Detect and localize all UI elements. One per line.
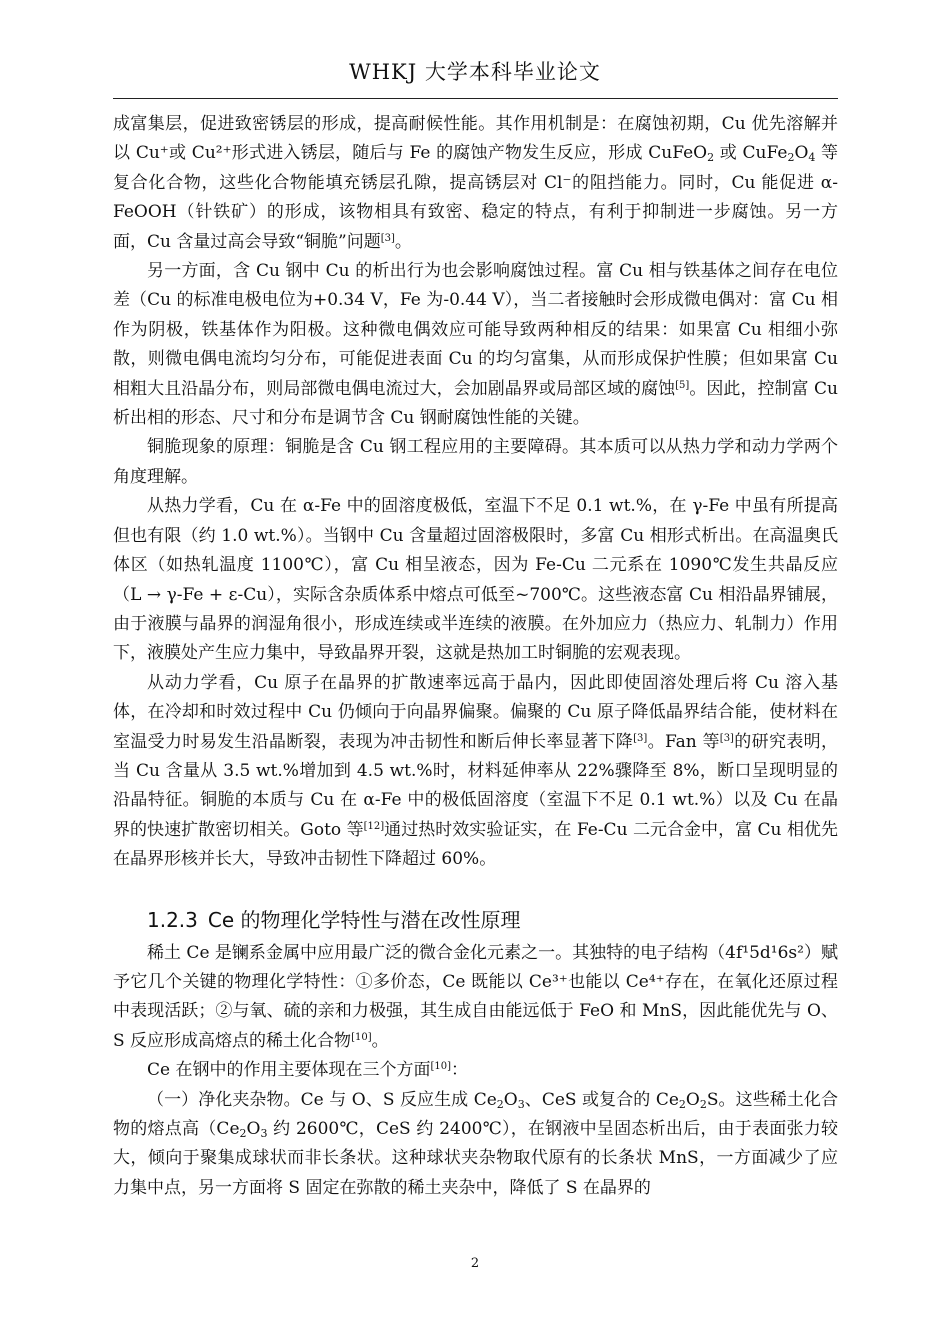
citation: [10] (351, 1031, 372, 1043)
header-rule (113, 98, 838, 99)
paragraph-2: 另一方面，含 Cu 钢中 Cu 的析出行为也会影响腐蚀过程。富 Cu 相与铁基体之间存在电位差（Cu 的标准电极电位为+0.34 V，Fe 为-0.44 V），当二者接触时会形成微电偶对：富 Cu 相作为阴极，铁基体作为阳极。这种微电偶效应可能导致两种相反的结果：如果富 Cu 相细小弥散，则微电偶电流均匀分布，可能促进表面 Cu 的均匀富集，从而形成保护性膜；但如果富 Cu 相粗大且沿晶分布，则局部微电偶电流过大，会加剧晶界或局部区域的腐蚀[5]。因此，控制富 Cu 析出相的形态、尺寸和分布是调节含 Cu 钢耐腐蚀性能的关键。 (113, 261, 838, 429)
paragraph-6: 稀土 Ce 是镧系金属中应用最广泛的微合金化元素之一。其独特的电子结构（4f¹5d¹6s²）赋予它几个关键的物理化学特性：①多价态，Ce 既能以 Ce³⁺也能以 Ce⁴⁺存在，在氧化还原过程中表现活跃；②与氧、硫的亲和力极强，其生成自由能远低于 FeO 和 MnS，因此能优先与 O、S 反应形成高熔点的稀土化合物[10]。 (113, 942, 838, 1051)
paragraph-3: 铜脆现象的原理：铜脆是含 Cu 钢工程应用的主要障碍。其本质可以从热力学和动力学两个角度理解。 (113, 437, 838, 487)
section-number: 1.2.3 (147, 907, 198, 932)
page-header: WHKJ 大学本科毕业论文 (349, 60, 601, 84)
paragraph-1: 成富集层，促进致密锈层的形成，提高耐候性能。其作用机制是：在腐蚀初期，Cu 优先溶解并以 Cu⁺或 Cu²⁺形式进入锈层，随后与 Fe 的腐蚀产物发生反应，形成 CuFeO$_2$ 或 $CuFe_2O_4$ 等复合化合物，这些化合物能填充锈层孔隙，提高锈层对 Cl⁻的阻挡能力。同时，Cu 能促进 α-FeOOH（针铁矿）的形成，该物相具有致密、稳定的特点，有利于抑制进一步腐蚀。另一方面，Cu 含量过高会导致“铜脆”问题[3]。 (113, 114, 838, 252)
citation: [3] (633, 732, 648, 744)
section-heading (113, 905, 838, 935)
citation: [10] (430, 1061, 452, 1073)
section-title: Ce 的物理化学特性与潜在改性原理 (207, 907, 521, 932)
citation: [3] (380, 232, 395, 244)
paragraph-4: 从热力学看，Cu 在 α-Fe 中的固溶度极低，室温下不足 0.1 wt.%，在 γ-Fe 中虽有所提高但也有限（约 1.0 wt.%）。当钢中 Cu 含量超过固溶极限时，多富 Cu 相形式析出。在高温奥氏体区（如热轧温度 1100℃），富 Cu 相呈液态，因为 Fe-Cu 二元系在 1090℃发生共晶反应（L → γ-Fe + ε-Cu），实际含杂质体系中熔点可低至~700℃。这些液态富 Cu 相沿晶界铺展，由于液膜与晶界的润湿角很小，形成连续或半连续的液膜。在外加应力（热应力、轧制力）作用下，液膜处产生应力集中，导致晶界开裂，这就是热加工时铜脆的宏观表现。 (113, 496, 838, 664)
citation: [12] (363, 820, 385, 832)
paragraph-7: Ce 在钢中的作用主要体现在三个方面[10]： (147, 1060, 469, 1081)
paragraph-5: 从动力学看，Cu 原子在晶界的扩散速率远高于晶内，因此即使固溶处理后将 Cu 溶入基体，在冷却和时效过程中 Cu 仍倾向于向晶界偏聚。偏聚的 Cu 原子降低晶界结合能，使材料在室温受力时易发生沿晶断裂，表现为冲击韧性和断后伸长率显著下降[3]。Fan 等[3]的研究表明，当 Cu 含量从 3.5 wt.%增加到 4.5 wt.%时，材料延伸率从 22%骤降至 8%，断口呈现明显的沿晶特征。铜脆的本质与 Cu 在 α-Fe 中的极低固溶度（室温下不足 0.1 wt.%）以及 Cu 在晶界的快速扩散密切相关。Goto 等[12]通过热时效实验证实，在 Fe-Cu 二元合金中，富 Cu 相优先在晶界形核并长大，导致冲击韧性下降超过 60%。 (113, 672, 838, 870)
page-number: 2 (470, 1256, 480, 1271)
citation: [3] (719, 732, 734, 744)
paragraph-8: （一）净化夹杂物。Ce 与 O、S 反应生成 $Ce_2O_3$、CeS 或复合的 $Ce_2O_2S$。这些稀土化合物的熔点高（$Ce_2O_3$ 约 2600℃，CeS 约 2400℃），在钢液中呈固态析出后，由于表面张力较大，倾向于聚集成球状而非长条状。这种球状夹杂物取代原有的长条状 MnS，一方面减少了应力集中点，另一方面将 S 固定在弥散的稀土夹杂中，降低了 S 在晶界的 (113, 1089, 838, 1198)
page-body (113, 110, 838, 1203)
citation: [5] (675, 379, 690, 391)
